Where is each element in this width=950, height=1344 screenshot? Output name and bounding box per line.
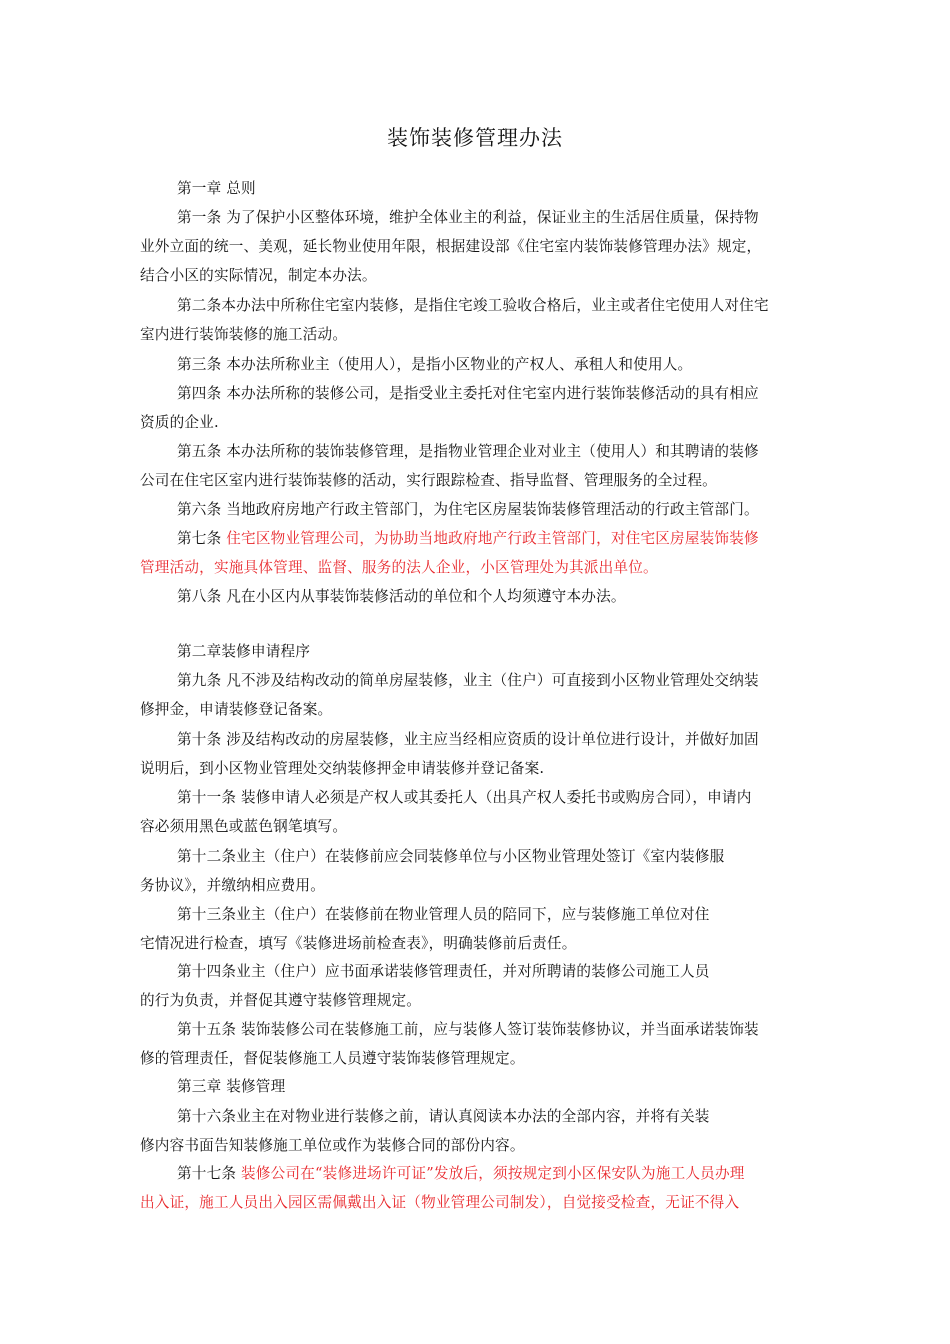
paragraph-line: 第二条本办法中所称住宅室内装修，是指住宅竣工验收合格后，业主或者住宅使用人对住宅: [177, 297, 769, 314]
paragraph-line: 资质的企业.: [140, 414, 219, 431]
highlighted-text: 住宅区物业管理公司，为协助当地政府地产行政主管部门，对住宅区房屋装饰装修: [226, 530, 759, 547]
paragraph-line: 务协议》，并缴纳相应费用。: [140, 877, 326, 894]
paragraph-line: 第十六条业主在对物业进行装修之前，请认真阅读本办法的全部内容，并将有关装: [177, 1108, 710, 1125]
paragraph-line: 业外立面的统一、美观，延长物业使用年限，根据建设部《住宅室内装饰装修管理办法》规定，: [140, 238, 762, 255]
paragraph-line: 第十一条 装修申请人必须是产权人或其委托人（出具产权人委托书或购房合同），申请内: [177, 789, 752, 806]
paragraph-line: 第十二条业主（住户）在装修前应会同装修单位与小区物业管理处签订《室内装修服: [177, 848, 725, 865]
paragraph-line: 第九条 凡不涉及结构改动的简单房屋装修，业主（住户）可直接到小区物业管理处交纳装: [177, 672, 759, 689]
paragraph-line: 第四条 本办法所称的装修公司，是指受业主委托对住宅室内进行装饰装修活动的具有相应: [177, 385, 759, 402]
paragraph-line: 容必须用黑色或蓝色钢笔填写。: [140, 818, 348, 835]
paragraph-line: 室内进行装饰装修的施工活动。: [140, 326, 348, 343]
chapter-heading: 第三章 装修管理: [177, 1078, 286, 1095]
highlighted-line: 管理活动，实施具体管理、监督、服务的法人企业，小区管理处为其派出单位。: [140, 559, 658, 576]
paragraph-line: [177, 528, 759, 550]
paragraph-line: 修的管理责任，督促装修施工人员遵守装饰装修管理规定。: [140, 1050, 525, 1067]
paragraph-line: 第三条 本办法所称业主（使用人），是指小区物业的产权人、承租人和使用人。: [177, 356, 693, 373]
paragraph-line: 公司在住宅区室内进行装饰装修的活动，实行跟踪检查、指导监督、管理服务的全过程。: [140, 472, 717, 489]
paragraph-line: 第十五条 装饰装修公司在装修施工前，应与装修人签订装饰装修协议，并当面承诺装饰装: [177, 1021, 759, 1038]
paragraph-line: 结合小区的实际情况，制定本办法。: [140, 267, 377, 284]
paragraph-line: 修内容书面告知装修施工单位或作为装修合同的部份内容。: [140, 1137, 525, 1154]
document-title: 装饰装修管理办法: [387, 126, 563, 150]
paragraph-line: 第五条 本办法所称的装饰装修管理，是指物业管理企业对业主（使用人）和其聘请的装修: [177, 443, 759, 460]
paragraph-line: 第十条 涉及结构改动的房屋装修，业主应当经相应资质的设计单位进行设计，并做好加固: [177, 731, 759, 748]
paragraph-line: 第十四条业主（住户）应书面承诺装修管理责任，并对所聘请的装修公司施工人员: [177, 963, 710, 980]
paragraph-line: 说明后，到小区物业管理处交纳装修押金申请装修并登记备案.: [140, 760, 545, 777]
article-label: 第七条: [177, 530, 227, 547]
paragraph-line: 第六条 当地政府房地产行政主管部门，为住宅区房屋装饰装修管理活动的行政主管部门。: [177, 501, 759, 518]
chapter-heading: 第一章 总则: [177, 180, 256, 197]
paragraph-line: 第十三条业主（住户）在装修前在物业管理人员的陪同下，应与装修施工单位对住: [177, 906, 710, 923]
article-label: 第十七条: [177, 1165, 242, 1182]
paragraph-line: 第八条 凡在小区内从事装饰装修活动的单位和个人均须遵守本办法。: [177, 588, 626, 605]
paragraph-line: [177, 1163, 745, 1185]
paragraph-line: 的行为负责，并督促其遵守装修管理规定。: [140, 992, 422, 1009]
highlighted-line: 出入证，施工人员出入园区需佩戴出入证（物业管理公司制发），自觉接受检查，无证不得入: [140, 1194, 740, 1211]
paragraph-line: 宅情况进行检查，填写《装修进场前检查表》，明确装修前后责任。: [140, 935, 577, 952]
chapter-heading: 第二章装修申请程序: [177, 643, 311, 660]
paragraph-line: 修押金，申请装修登记备案。: [140, 701, 333, 718]
paragraph-line: 第一条 为了保护小区整体环境，维护全体业主的利益，保证业主的生活居住质量，保持物: [177, 209, 759, 226]
highlighted-text: 装修公司在“装修进场许可证”发放后，须按规定到小区保安队为施工人员办理: [241, 1165, 745, 1182]
